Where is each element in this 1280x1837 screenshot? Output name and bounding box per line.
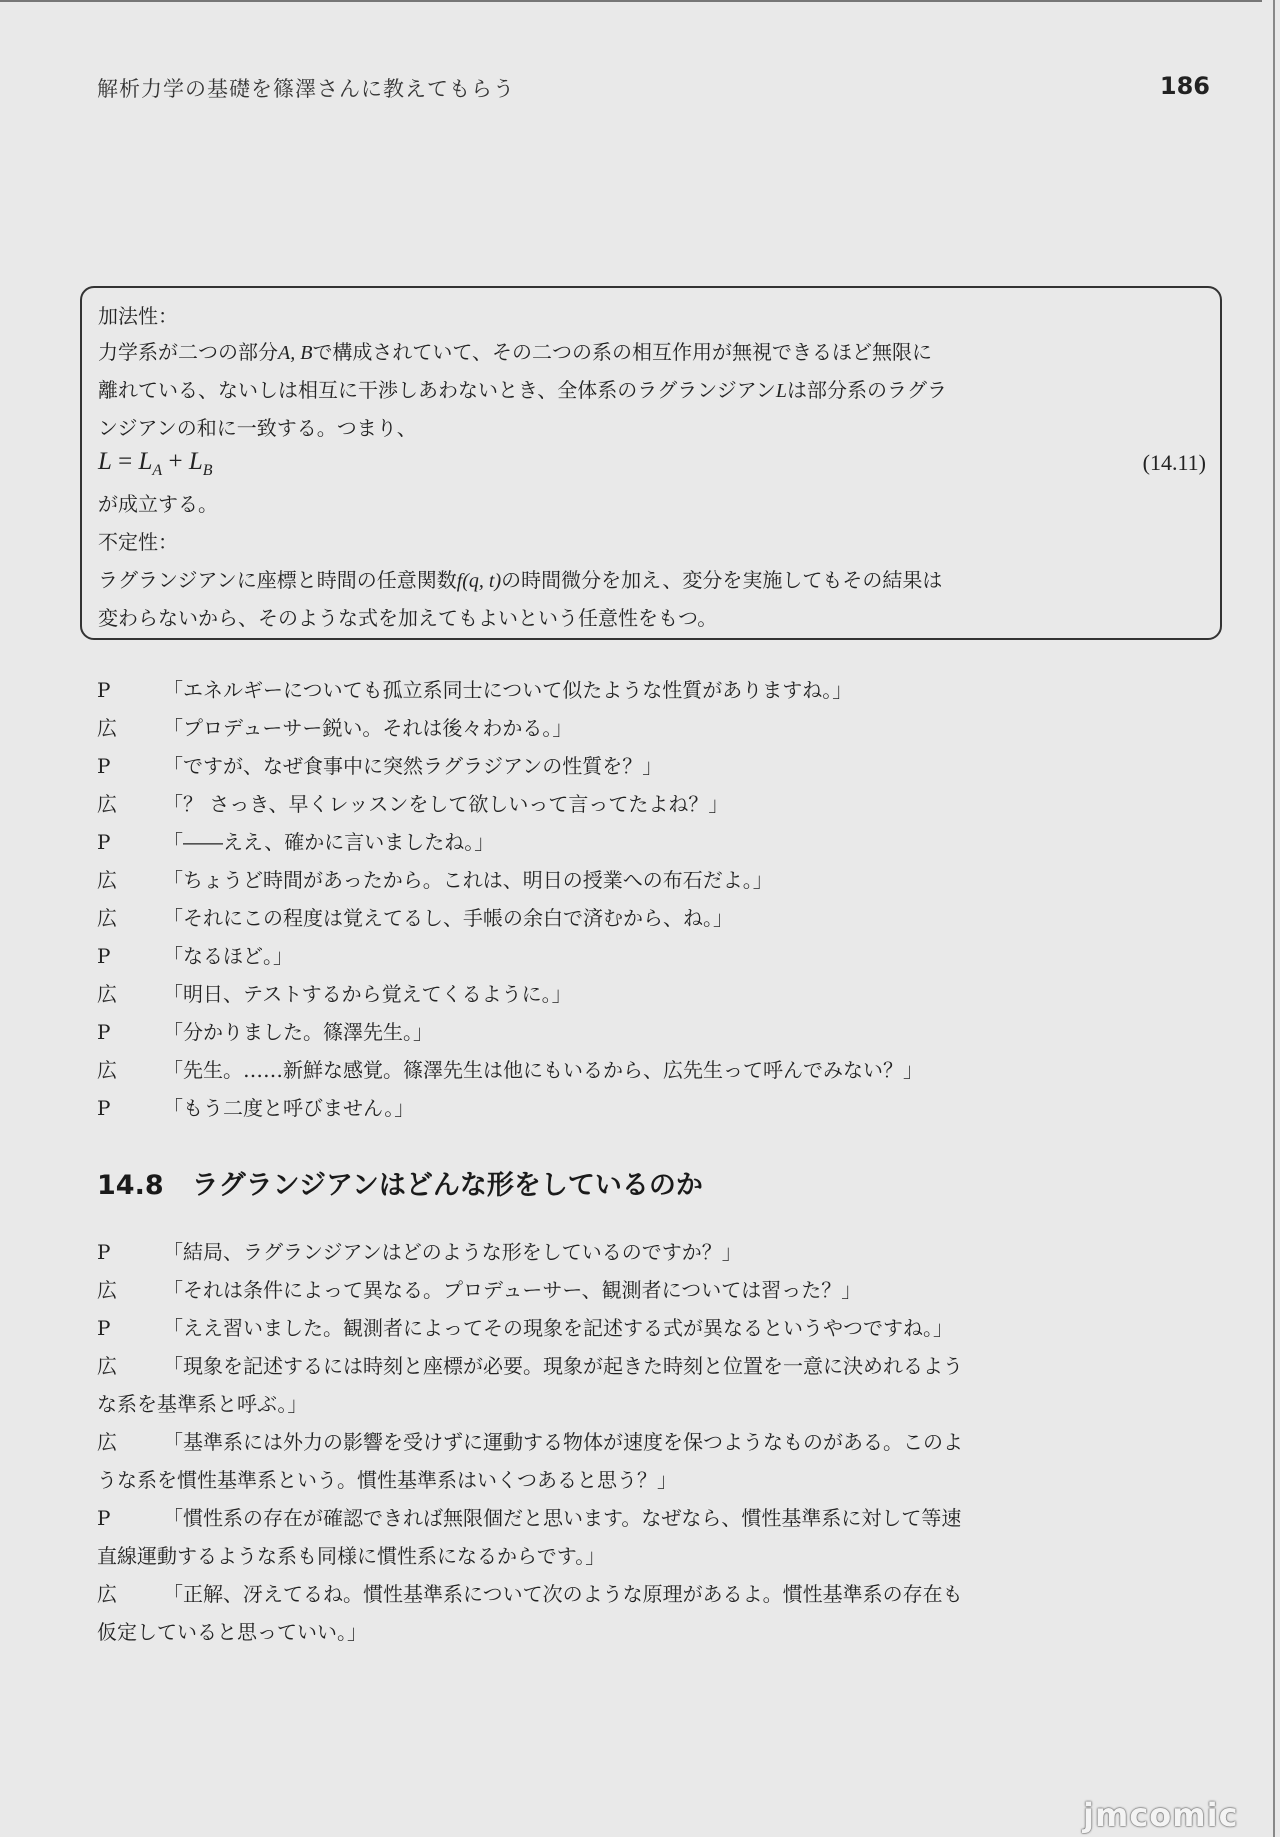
dialogue-line	[97, 754, 662, 778]
speaker: P	[97, 1020, 111, 1044]
text-segment: ラグランジアンに座標と時間の任意関数	[98, 568, 457, 592]
dialogue-continuation: うな系を慣性基準系という。慣性基準系はいくつあると思う？」	[97, 1468, 677, 1492]
indefiniteness-line-2: 変わらないから、そのような式を加えてもよいという任意性をもつ。	[98, 606, 718, 630]
speaker: 広	[97, 1354, 117, 1378]
dialogue-line	[97, 868, 773, 892]
speaker: 広	[97, 982, 117, 1006]
indefiniteness-line-1	[98, 568, 942, 593]
speaker: P	[97, 830, 111, 854]
dialogue-line	[97, 1582, 963, 1606]
text-segment: 力学系が二つの部分	[98, 340, 278, 364]
page-number: 186	[1159, 72, 1210, 100]
dialogue-continuation: 直線運動するような系も同様に慣性系になるからです。」	[97, 1544, 606, 1568]
dialogue-line	[97, 716, 572, 740]
additivity-line-2	[98, 378, 947, 403]
additivity-title: 加法性：	[98, 304, 178, 328]
utterance: 「分かりました。篠澤先生。」	[163, 1020, 433, 1044]
dialogue-line	[97, 906, 733, 930]
section-number: 14.8	[97, 1170, 164, 1201]
utterance: 「もう二度と呼びません。」	[163, 1096, 415, 1120]
utterance: 「先生。……新鮮な感覚。篠澤先生は他にもいるから、広先生って呼んでみない？」	[163, 1058, 923, 1082]
speaker: P	[97, 754, 111, 778]
speaker: P	[97, 1096, 111, 1120]
math-l: L	[775, 380, 788, 402]
utterance: 「ええ習いました。観測者によってその現象を記述する式が異なるというやつですね。」	[163, 1316, 953, 1340]
speaker: P	[97, 944, 111, 968]
dialogue-continuation: な系を基準系と呼ぶ。」	[97, 1392, 308, 1416]
dialogue-line	[97, 1240, 742, 1264]
utterance: 「プロデューサー鋭い。それは後々わかる。」	[163, 716, 573, 740]
dialogue-line	[97, 678, 852, 702]
speaker: P	[97, 1316, 111, 1340]
dialogue-line	[97, 1020, 433, 1044]
text-segment: 離れている、ないしは相互に干渉しあわないとき、全体系のラグランジアン	[98, 378, 776, 402]
utterance: 「それにこの程度は覚えてるし、手帳の余白で済むから、ね。」	[163, 906, 733, 930]
speaker: 広	[97, 1430, 117, 1454]
utterance: 「結局、ラグランジアンはどのような形をしているのですか？」	[163, 1240, 742, 1264]
equation-number: (14.11)	[1142, 450, 1206, 475]
running-head: 解析力学の基礎を篠澤さんに教えてもらう	[97, 77, 515, 101]
text-segment: の時間微分を加え、変分を実施してもその結果は	[501, 568, 943, 592]
dialogue-line	[97, 1506, 961, 1530]
additivity-line-1	[98, 340, 932, 365]
dialogue-continuation: 仮定していると思っていい。」	[97, 1620, 367, 1644]
speaker: 広	[97, 1278, 117, 1302]
dialogue-line	[97, 1430, 963, 1454]
speaker: 広	[97, 906, 117, 930]
top-edge-rule	[0, 0, 1262, 2]
utterance: 「？ さっき、早くレッスンをして欲しいって言ってたよね？」	[163, 792, 729, 816]
utterance: 「――ええ、確かに言いましたね。」	[163, 830, 495, 854]
right-edge-rule	[1273, 0, 1275, 1837]
dialogue-line	[97, 1354, 963, 1378]
dialogue-line	[97, 1058, 923, 1082]
math-f-q-t: f(q, t)	[456, 570, 502, 592]
utterance: 「それは条件によって異なる。プロデューサー、観測者については習った？」	[163, 1278, 862, 1302]
section-title: ラグランジアンはどんな形をしているのか	[191, 1170, 703, 1201]
properties-box	[80, 286, 1222, 640]
utterance: 「なるほど。」	[163, 944, 293, 968]
additivity-line-3: ンジアンの和に一致する。つまり、	[98, 416, 417, 440]
utterance: 「現象を記述するには時刻と座標が必要。現象が起きた時刻と位置を一意に決めれるよう	[163, 1354, 963, 1378]
watermark-logo: jmcomic	[1083, 1796, 1239, 1834]
speaker: P	[97, 1240, 111, 1264]
speaker: 広	[97, 1582, 117, 1606]
dialogue-line	[97, 830, 494, 854]
utterance: 「明日、テストするから覚えてくるように。」	[163, 982, 572, 1006]
dialogue-line	[97, 1096, 414, 1120]
dialogue-line	[97, 1316, 953, 1340]
utterance: 「ですが、なぜ食事中に突然ラグラジアンの性質を？」	[163, 754, 663, 778]
utterance: 「エネルギーについても孤立系同士について似たような性質がありますね。」	[163, 678, 853, 702]
dialogue-line	[97, 982, 572, 1006]
holds-line: が成立する。	[98, 492, 218, 516]
speaker: 広	[97, 868, 117, 892]
indefiniteness-title: 不定性：	[98, 530, 178, 554]
speaker: 広	[97, 716, 117, 740]
utterance: 「正解、冴えてるね。慣性基準系について次のような原理があるよ。慣性基準系の存在も	[163, 1582, 963, 1606]
equation-14-11: $L = L_A + L_B$	[98, 448, 213, 479]
text-segment: で構成されていて、その二つの系の相互作用が無視できるほど無限に	[312, 340, 933, 364]
dialogue-line	[97, 1278, 861, 1302]
speaker: P	[97, 678, 111, 702]
section-heading	[97, 1163, 703, 1202]
utterance: 「慣性系の存在が確認できれば無限個だと思います。なぜなら、慣性基準系に対して等速	[163, 1506, 962, 1530]
text-segment: は部分系のラグラ	[787, 378, 948, 402]
dialogue-line	[97, 944, 293, 968]
utterance: 「ちょうど時間があったから。これは、明日の授業への布石だよ。」	[163, 868, 773, 892]
speaker: P	[97, 1506, 111, 1530]
math-a-b: A, B	[278, 342, 313, 364]
dialogue-line	[97, 792, 728, 816]
utterance: 「基準系には外力の影響を受けずに運動する物体が速度を保つようなものがある。このよ	[163, 1430, 963, 1454]
speaker: 広	[97, 792, 117, 816]
speaker: 広	[97, 1058, 117, 1082]
